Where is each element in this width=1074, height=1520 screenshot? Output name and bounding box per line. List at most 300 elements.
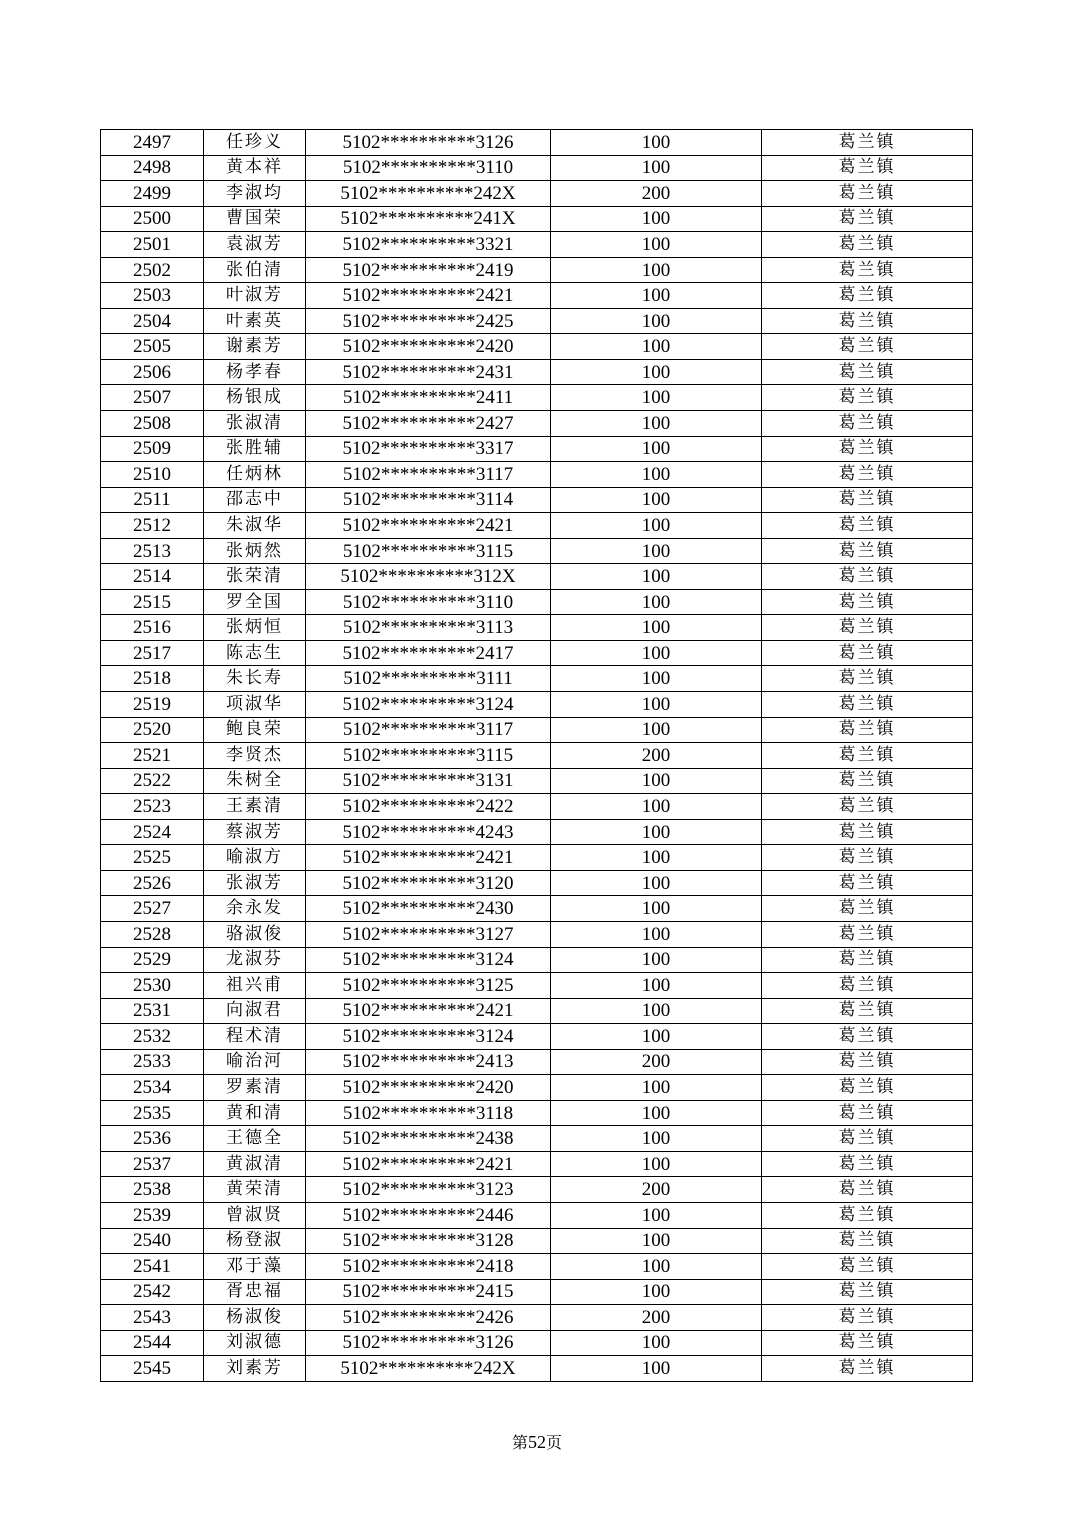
amount-cell: 100 <box>551 921 762 947</box>
row-number-cell: 2521 <box>101 743 204 769</box>
row-number-cell: 2515 <box>101 589 204 615</box>
id-number-cell: 5102**********241X <box>306 206 551 232</box>
table-row <box>101 257 973 283</box>
id-number-cell: 5102**********3120 <box>306 870 551 896</box>
town-cell: 葛兰镇 <box>762 717 973 743</box>
id-number-cell: 5102**********312X <box>306 564 551 590</box>
name-cell: 叶淑芳 <box>204 283 306 309</box>
town-cell: 葛兰镇 <box>762 1254 973 1280</box>
name-cell: 陈志生 <box>204 640 306 666</box>
id-number-cell: 5102**********3126 <box>306 1330 551 1356</box>
name-cell: 罗全国 <box>204 589 306 615</box>
amount-cell: 100 <box>551 845 762 871</box>
town-cell: 葛兰镇 <box>762 819 973 845</box>
name-cell: 任珍义 <box>204 130 306 156</box>
id-number-cell: 5102**********2413 <box>306 1049 551 1075</box>
id-number-cell: 5102**********2415 <box>306 1279 551 1305</box>
town-cell: 葛兰镇 <box>762 1177 973 1203</box>
town-cell: 葛兰镇 <box>762 436 973 462</box>
id-number-cell: 5102**********3125 <box>306 973 551 999</box>
town-cell: 葛兰镇 <box>762 998 973 1024</box>
row-number-cell: 2503 <box>101 283 204 309</box>
amount-cell: 200 <box>551 181 762 207</box>
amount-cell: 100 <box>551 1151 762 1177</box>
name-cell: 朱长寿 <box>204 666 306 692</box>
id-number-cell: 5102**********3110 <box>306 589 551 615</box>
amount-cell: 100 <box>551 640 762 666</box>
town-cell: 葛兰镇 <box>762 973 973 999</box>
amount-cell: 100 <box>551 589 762 615</box>
row-number-cell: 2535 <box>101 1100 204 1126</box>
name-cell: 黄淑清 <box>204 1151 306 1177</box>
table-row <box>101 717 973 743</box>
town-cell: 葛兰镇 <box>762 896 973 922</box>
table-row <box>101 743 973 769</box>
roster-table <box>100 129 973 1382</box>
id-number-cell: 5102**********2420 <box>306 334 551 360</box>
table-row <box>101 283 973 309</box>
town-cell: 葛兰镇 <box>762 283 973 309</box>
table-row <box>101 1126 973 1152</box>
amount-cell: 100 <box>551 1202 762 1228</box>
town-cell: 葛兰镇 <box>762 692 973 718</box>
town-cell: 葛兰镇 <box>762 487 973 513</box>
table-row <box>101 513 973 539</box>
name-cell: 杨登淑 <box>204 1228 306 1254</box>
row-number-cell: 2524 <box>101 819 204 845</box>
row-number-cell: 2523 <box>101 794 204 820</box>
name-cell: 张淑芳 <box>204 870 306 896</box>
page-label-prefix: 第 <box>511 1433 528 1452</box>
name-cell: 叶素英 <box>204 308 306 334</box>
table-row <box>101 640 973 666</box>
row-number-cell: 2534 <box>101 1075 204 1101</box>
row-number-cell: 2529 <box>101 947 204 973</box>
town-cell: 葛兰镇 <box>762 640 973 666</box>
id-number-cell: 5102**********2422 <box>306 794 551 820</box>
amount-cell: 100 <box>551 155 762 181</box>
amount-cell: 100 <box>551 1330 762 1356</box>
amount-cell: 100 <box>551 308 762 334</box>
town-cell: 葛兰镇 <box>762 1100 973 1126</box>
name-cell: 邵志中 <box>204 487 306 513</box>
amount-cell: 100 <box>551 257 762 283</box>
name-cell: 杨淑俊 <box>204 1305 306 1331</box>
row-number-cell: 2538 <box>101 1177 204 1203</box>
amount-cell: 100 <box>551 538 762 564</box>
row-number-cell: 2514 <box>101 564 204 590</box>
row-number-cell: 2509 <box>101 436 204 462</box>
id-number-cell: 5102**********4243 <box>306 819 551 845</box>
row-number-cell: 2545 <box>101 1356 204 1382</box>
id-number-cell: 5102**********2411 <box>306 385 551 411</box>
id-number-cell: 5102**********3128 <box>306 1228 551 1254</box>
name-cell: 谢素芳 <box>204 334 306 360</box>
id-number-cell: 5102**********3321 <box>306 232 551 258</box>
id-number-cell: 5102**********2418 <box>306 1254 551 1280</box>
id-number-cell: 5102**********2427 <box>306 411 551 437</box>
table-row <box>101 692 973 718</box>
table-row <box>101 385 973 411</box>
amount-cell: 100 <box>551 1075 762 1101</box>
row-number-cell: 2537 <box>101 1151 204 1177</box>
name-cell: 杨孝春 <box>204 359 306 385</box>
id-number-cell: 5102**********2425 <box>306 308 551 334</box>
town-cell: 葛兰镇 <box>762 513 973 539</box>
town-cell: 葛兰镇 <box>762 564 973 590</box>
town-cell: 葛兰镇 <box>762 1330 973 1356</box>
row-number-cell: 2531 <box>101 998 204 1024</box>
table-row <box>101 998 973 1024</box>
row-number-cell: 2541 <box>101 1254 204 1280</box>
id-number-cell: 5102**********2421 <box>306 283 551 309</box>
amount-cell: 100 <box>551 1024 762 1050</box>
town-cell: 葛兰镇 <box>762 385 973 411</box>
id-number-cell: 5102**********2446 <box>306 1202 551 1228</box>
amount-cell: 100 <box>551 283 762 309</box>
row-number-cell: 2504 <box>101 308 204 334</box>
table-row <box>101 615 973 641</box>
name-cell: 余永发 <box>204 896 306 922</box>
table-row <box>101 845 973 871</box>
name-cell: 李淑均 <box>204 181 306 207</box>
id-number-cell: 5102**********3131 <box>306 768 551 794</box>
name-cell: 王素清 <box>204 794 306 820</box>
amount-cell: 100 <box>551 1100 762 1126</box>
town-cell: 葛兰镇 <box>762 1356 973 1382</box>
row-number-cell: 2544 <box>101 1330 204 1356</box>
amount-cell: 100 <box>551 513 762 539</box>
town-cell: 葛兰镇 <box>762 130 973 156</box>
table-row <box>101 921 973 947</box>
town-cell: 葛兰镇 <box>762 538 973 564</box>
row-number-cell: 2542 <box>101 1279 204 1305</box>
page-label-suffix: 页 <box>546 1433 563 1452</box>
town-cell: 葛兰镇 <box>762 206 973 232</box>
town-cell: 葛兰镇 <box>762 359 973 385</box>
row-number-cell: 2522 <box>101 768 204 794</box>
name-cell: 喻淑方 <box>204 845 306 871</box>
row-number-cell: 2507 <box>101 385 204 411</box>
id-number-cell: 5102**********3124 <box>306 692 551 718</box>
table-row <box>101 462 973 488</box>
row-number-cell: 2506 <box>101 359 204 385</box>
table-row <box>101 1177 973 1203</box>
name-cell: 胥忠福 <box>204 1279 306 1305</box>
page-footer <box>0 1430 1074 1453</box>
row-number-cell: 2499 <box>101 181 204 207</box>
id-number-cell: 5102**********3111 <box>306 666 551 692</box>
roster-table-body <box>101 130 973 1382</box>
row-number-cell: 2526 <box>101 870 204 896</box>
town-cell: 葛兰镇 <box>762 257 973 283</box>
amount-cell: 100 <box>551 768 762 794</box>
row-number-cell: 2527 <box>101 896 204 922</box>
name-cell: 刘淑德 <box>204 1330 306 1356</box>
name-cell: 项淑华 <box>204 692 306 718</box>
id-number-cell: 5102**********2421 <box>306 998 551 1024</box>
town-cell: 葛兰镇 <box>762 1228 973 1254</box>
name-cell: 龙淑芬 <box>204 947 306 973</box>
table-row <box>101 589 973 615</box>
row-number-cell: 2532 <box>101 1024 204 1050</box>
table-row <box>101 1202 973 1228</box>
table-row <box>101 155 973 181</box>
table-row <box>101 1228 973 1254</box>
amount-cell: 100 <box>551 998 762 1024</box>
amount-cell: 100 <box>551 973 762 999</box>
table-row <box>101 1024 973 1050</box>
id-number-cell: 5102**********3127 <box>306 921 551 947</box>
name-cell: 鲍良荣 <box>204 717 306 743</box>
town-cell: 葛兰镇 <box>762 1305 973 1331</box>
id-number-cell: 5102**********2430 <box>306 896 551 922</box>
id-number-cell: 5102**********2426 <box>306 1305 551 1331</box>
table-row <box>101 487 973 513</box>
id-number-cell: 5102**********3117 <box>306 717 551 743</box>
name-cell: 曾淑贤 <box>204 1202 306 1228</box>
table-row <box>101 411 973 437</box>
name-cell: 骆淑俊 <box>204 921 306 947</box>
table-row <box>101 359 973 385</box>
id-number-cell: 5102**********3126 <box>306 130 551 156</box>
row-number-cell: 2511 <box>101 487 204 513</box>
name-cell: 张伯清 <box>204 257 306 283</box>
row-number-cell: 2540 <box>101 1228 204 1254</box>
amount-cell: 200 <box>551 743 762 769</box>
name-cell: 黄和清 <box>204 1100 306 1126</box>
id-number-cell: 5102**********3117 <box>306 462 551 488</box>
name-cell: 任炳林 <box>204 462 306 488</box>
table-row <box>101 1151 973 1177</box>
row-number-cell: 2519 <box>101 692 204 718</box>
town-cell: 葛兰镇 <box>762 666 973 692</box>
row-number-cell: 2528 <box>101 921 204 947</box>
amount-cell: 100 <box>551 411 762 437</box>
town-cell: 葛兰镇 <box>762 1151 973 1177</box>
town-cell: 葛兰镇 <box>762 589 973 615</box>
table-row <box>101 947 973 973</box>
name-cell: 李贤杰 <box>204 743 306 769</box>
id-number-cell: 5102**********2431 <box>306 359 551 385</box>
name-cell: 蔡淑芳 <box>204 819 306 845</box>
town-cell: 葛兰镇 <box>762 1075 973 1101</box>
row-number-cell: 2497 <box>101 130 204 156</box>
id-number-cell: 5102**********3124 <box>306 1024 551 1050</box>
amount-cell: 100 <box>551 692 762 718</box>
amount-cell: 200 <box>551 1049 762 1075</box>
row-number-cell: 2500 <box>101 206 204 232</box>
name-cell: 黄荣清 <box>204 1177 306 1203</box>
table-row <box>101 1075 973 1101</box>
table-row <box>101 794 973 820</box>
row-number-cell: 2516 <box>101 615 204 641</box>
town-cell: 葛兰镇 <box>762 794 973 820</box>
table-row <box>101 206 973 232</box>
town-cell: 葛兰镇 <box>762 308 973 334</box>
id-number-cell: 5102**********3115 <box>306 538 551 564</box>
amount-cell: 100 <box>551 870 762 896</box>
id-number-cell: 5102**********2421 <box>306 1151 551 1177</box>
name-cell: 黄本祥 <box>204 155 306 181</box>
table-row <box>101 1330 973 1356</box>
table-row <box>101 308 973 334</box>
town-cell: 葛兰镇 <box>762 232 973 258</box>
town-cell: 葛兰镇 <box>762 1024 973 1050</box>
town-cell: 葛兰镇 <box>762 1202 973 1228</box>
town-cell: 葛兰镇 <box>762 743 973 769</box>
table-row <box>101 768 973 794</box>
name-cell: 朱树全 <box>204 768 306 794</box>
town-cell: 葛兰镇 <box>762 462 973 488</box>
row-number-cell: 2530 <box>101 973 204 999</box>
table-row <box>101 1049 973 1075</box>
id-number-cell: 5102**********2421 <box>306 845 551 871</box>
town-cell: 葛兰镇 <box>762 1279 973 1305</box>
row-number-cell: 2501 <box>101 232 204 258</box>
id-number-cell: 5102**********3114 <box>306 487 551 513</box>
table-row <box>101 181 973 207</box>
table-row <box>101 1356 973 1382</box>
name-cell: 王德全 <box>204 1126 306 1152</box>
name-cell: 向淑君 <box>204 998 306 1024</box>
town-cell: 葛兰镇 <box>762 845 973 871</box>
town-cell: 葛兰镇 <box>762 870 973 896</box>
town-cell: 葛兰镇 <box>762 181 973 207</box>
town-cell: 葛兰镇 <box>762 411 973 437</box>
name-cell: 喻治河 <box>204 1049 306 1075</box>
row-number-cell: 2505 <box>101 334 204 360</box>
row-number-cell: 2539 <box>101 1202 204 1228</box>
amount-cell: 100 <box>551 896 762 922</box>
row-number-cell: 2508 <box>101 411 204 437</box>
id-number-cell: 5102**********3317 <box>306 436 551 462</box>
row-number-cell: 2513 <box>101 538 204 564</box>
id-number-cell: 5102**********242X <box>306 1356 551 1382</box>
name-cell: 邓于藻 <box>204 1254 306 1280</box>
table-row <box>101 819 973 845</box>
table-row <box>101 436 973 462</box>
row-number-cell: 2510 <box>101 462 204 488</box>
table-row <box>101 130 973 156</box>
id-number-cell: 5102**********2438 <box>306 1126 551 1152</box>
table-row <box>101 1279 973 1305</box>
amount-cell: 100 <box>551 819 762 845</box>
amount-cell: 100 <box>551 666 762 692</box>
town-cell: 葛兰镇 <box>762 1126 973 1152</box>
amount-cell: 200 <box>551 1177 762 1203</box>
amount-cell: 100 <box>551 130 762 156</box>
amount-cell: 100 <box>551 1228 762 1254</box>
id-number-cell: 5102**********2420 <box>306 1075 551 1101</box>
town-cell: 葛兰镇 <box>762 768 973 794</box>
table-row <box>101 538 973 564</box>
id-number-cell: 5102**********3110 <box>306 155 551 181</box>
page-number: 52 <box>528 1432 546 1452</box>
table-row <box>101 232 973 258</box>
row-number-cell: 2518 <box>101 666 204 692</box>
id-number-cell: 5102**********3118 <box>306 1100 551 1126</box>
row-number-cell: 2543 <box>101 1305 204 1331</box>
amount-cell: 100 <box>551 334 762 360</box>
row-number-cell: 2502 <box>101 257 204 283</box>
row-number-cell: 2498 <box>101 155 204 181</box>
name-cell: 袁淑芳 <box>204 232 306 258</box>
amount-cell: 100 <box>551 1126 762 1152</box>
row-number-cell: 2512 <box>101 513 204 539</box>
name-cell: 张炳恒 <box>204 615 306 641</box>
table-row <box>101 896 973 922</box>
id-number-cell: 5102**********3124 <box>306 947 551 973</box>
name-cell: 罗素清 <box>204 1075 306 1101</box>
name-cell: 杨银成 <box>204 385 306 411</box>
town-cell: 葛兰镇 <box>762 615 973 641</box>
name-cell: 张淑清 <box>204 411 306 437</box>
row-number-cell: 2525 <box>101 845 204 871</box>
town-cell: 葛兰镇 <box>762 921 973 947</box>
town-cell: 葛兰镇 <box>762 947 973 973</box>
name-cell: 张荣清 <box>204 564 306 590</box>
row-number-cell: 2536 <box>101 1126 204 1152</box>
amount-cell: 100 <box>551 1254 762 1280</box>
table-row <box>101 666 973 692</box>
id-number-cell: 5102**********3115 <box>306 743 551 769</box>
name-cell: 程术清 <box>204 1024 306 1050</box>
amount-cell: 100 <box>551 436 762 462</box>
table-row <box>101 1100 973 1126</box>
amount-cell: 100 <box>551 1356 762 1382</box>
amount-cell: 100 <box>551 1279 762 1305</box>
id-number-cell: 5102**********2417 <box>306 640 551 666</box>
table-row <box>101 564 973 590</box>
amount-cell: 100 <box>551 794 762 820</box>
amount-cell: 100 <box>551 359 762 385</box>
id-number-cell: 5102**********2419 <box>306 257 551 283</box>
id-number-cell: 5102**********2421 <box>306 513 551 539</box>
amount-cell: 100 <box>551 564 762 590</box>
id-number-cell: 5102**********242X <box>306 181 551 207</box>
table-row <box>101 1305 973 1331</box>
amount-cell: 100 <box>551 232 762 258</box>
name-cell: 刘素芳 <box>204 1356 306 1382</box>
town-cell: 葛兰镇 <box>762 334 973 360</box>
town-cell: 葛兰镇 <box>762 155 973 181</box>
amount-cell: 200 <box>551 1305 762 1331</box>
name-cell: 祖兴甫 <box>204 973 306 999</box>
id-number-cell: 5102**********3123 <box>306 1177 551 1203</box>
name-cell: 张炳然 <box>204 538 306 564</box>
amount-cell: 100 <box>551 615 762 641</box>
id-number-cell: 5102**********3113 <box>306 615 551 641</box>
row-number-cell: 2533 <box>101 1049 204 1075</box>
town-cell: 葛兰镇 <box>762 1049 973 1075</box>
amount-cell: 100 <box>551 947 762 973</box>
row-number-cell: 2517 <box>101 640 204 666</box>
name-cell: 曹国荣 <box>204 206 306 232</box>
amount-cell: 100 <box>551 206 762 232</box>
amount-cell: 100 <box>551 462 762 488</box>
amount-cell: 100 <box>551 717 762 743</box>
row-number-cell: 2520 <box>101 717 204 743</box>
name-cell: 朱淑华 <box>204 513 306 539</box>
table-row <box>101 870 973 896</box>
amount-cell: 100 <box>551 487 762 513</box>
amount-cell: 100 <box>551 385 762 411</box>
table-row <box>101 1254 973 1280</box>
name-cell: 张胜辅 <box>204 436 306 462</box>
table-row <box>101 973 973 999</box>
table-row <box>101 334 973 360</box>
